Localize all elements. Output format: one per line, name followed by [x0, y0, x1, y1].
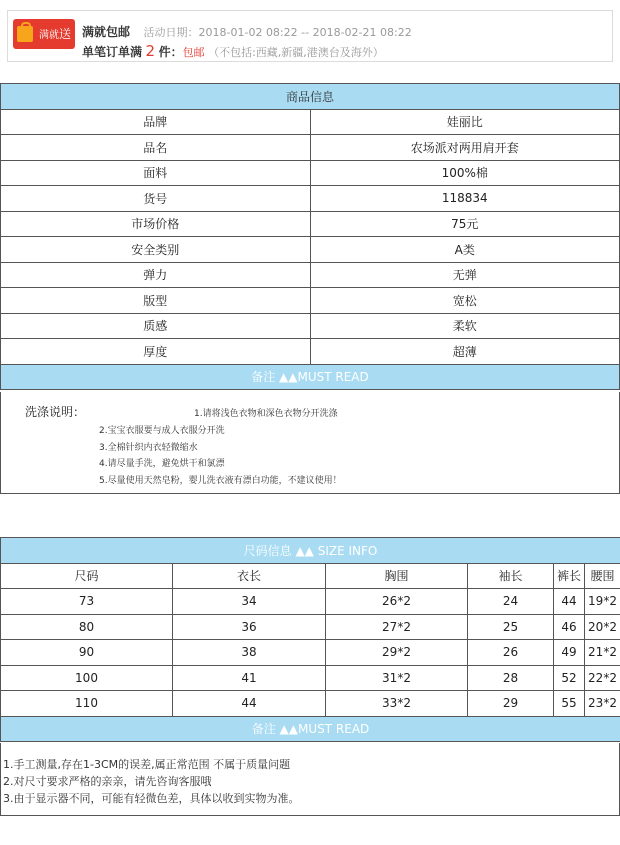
size-column-header: 尺码: [1, 563, 173, 589]
washing-line: 4.请尽量手洗，避免烘干和氯漂: [99, 459, 225, 469]
product-info-value: 农场派对两用肩开套: [310, 135, 620, 161]
size-cell: 73: [1, 589, 173, 615]
product-info-value: 100%棉: [310, 160, 620, 186]
product-info-row: [1, 160, 620, 186]
size-columns-row: [1, 563, 620, 589]
promo-tag: [13, 19, 75, 49]
size-row: [1, 589, 620, 615]
washing-line: 2.宝宝衣服要与成人衣服分开洗: [99, 426, 225, 436]
size-column-header: 袖长: [468, 563, 554, 589]
product-info-row: [1, 262, 620, 288]
promo-line-1: [82, 23, 412, 40]
size-cell: 26*2: [326, 589, 468, 615]
size-column-header: 胸围: [326, 563, 468, 589]
size-notes-box: [0, 743, 620, 816]
product-info-row: [1, 109, 620, 135]
size-note-line: 1.手工测量,存在1-3CM的误差,属正常范围 不属于质量问题: [3, 758, 291, 771]
promo-rule-prefix: 单笔订单满: [82, 45, 143, 59]
promo-rule-suffix: 件：: [158, 45, 183, 59]
size-column-header: 衣长: [173, 563, 326, 589]
product-info-table: [0, 83, 620, 390]
product-info-label: 面料: [1, 160, 311, 186]
product-info-label: 质感: [1, 313, 311, 339]
size-column-header: 裤长: [554, 563, 585, 589]
washing-label: 洗涤说明：: [25, 405, 86, 419]
product-info-label: 版型: [1, 288, 311, 314]
size-cell: 44: [173, 691, 326, 717]
size-cell: 29*2: [326, 640, 468, 666]
size-cell: 44: [554, 589, 585, 615]
size-info-header: 尺码信息 ▲▲ SIZE INFO: [1, 538, 620, 564]
product-remark-header: 备注 ▲▲MUST READ: [1, 364, 620, 390]
product-info-row: [1, 186, 620, 212]
product-info-value: 娃丽比: [310, 109, 620, 135]
size-cell: 26: [468, 640, 554, 666]
promo-exclusions: （不包括:西藏,新疆,港澳台及海外）: [208, 46, 384, 59]
size-cell: 28: [468, 665, 554, 691]
size-cell: 38: [173, 640, 326, 666]
size-cell: 22*2: [585, 665, 620, 691]
promo-banner: [7, 10, 613, 62]
product-info-value: A类: [310, 237, 620, 263]
product-info-label: 品名: [1, 135, 311, 161]
size-cell: 20*2: [585, 614, 620, 640]
size-row: [1, 640, 620, 666]
washing-line: 1.请将浅色衣物和深色衣物分开洗涤: [194, 409, 338, 419]
washing-line: 5.尽量使用天然皂粉，婴儿洗衣液有漂白功能，不建议使用！: [99, 476, 342, 486]
promo-shipping: 包邮: [182, 46, 205, 59]
product-info-value: 宽松: [310, 288, 620, 314]
size-cell: 41: [173, 665, 326, 691]
product-info-value: 118834: [310, 186, 620, 212]
size-column-header: 腰围: [585, 563, 620, 589]
product-info-value: 柔软: [310, 313, 620, 339]
size-info-table: [0, 537, 620, 742]
washing-line: 3.全棉针织内衣轻微缩水: [99, 443, 198, 453]
product-info-value: 超薄: [310, 339, 620, 365]
shopping-bag-icon: [17, 26, 33, 42]
size-cell: 36: [173, 614, 326, 640]
size-cell: 110: [1, 691, 173, 717]
product-info-label: 安全类别: [1, 237, 311, 263]
promo-tag-main: 送: [58, 27, 71, 41]
product-info-label: 厚度: [1, 339, 311, 365]
product-info-row: [1, 237, 620, 263]
promo-line-2: [82, 42, 384, 60]
size-cell: 33*2: [326, 691, 468, 717]
size-remark-header: 备注 ▲▲MUST READ: [1, 716, 620, 742]
size-cell: 100: [1, 665, 173, 691]
product-info-header: 商品信息: [1, 84, 620, 110]
product-info-row: [1, 339, 620, 365]
size-cell: 25: [468, 614, 554, 640]
promo-title: 满就包邮: [82, 25, 131, 39]
product-info-value: 75元: [310, 211, 620, 237]
size-cell: 46: [554, 614, 585, 640]
size-row: [1, 665, 620, 691]
size-cell: 19*2: [585, 589, 620, 615]
washing-notes-box: [0, 392, 620, 494]
promo-period: 活动日期：2018-01-02 08:22 -- 2018-02-21 08:22: [143, 26, 412, 39]
size-cell: 80: [1, 614, 173, 640]
product-info-label: 市场价格: [1, 211, 311, 237]
promo-rule-count: 2: [145, 42, 156, 60]
promo-tag-prefix: 满就: [38, 30, 59, 41]
size-cell: 49: [554, 640, 585, 666]
size-cell: 90: [1, 640, 173, 666]
product-info-label: 品牌: [1, 109, 311, 135]
product-info-row: [1, 313, 620, 339]
size-row: [1, 691, 620, 717]
size-cell: 21*2: [585, 640, 620, 666]
size-cell: 31*2: [326, 665, 468, 691]
product-info-row: [1, 211, 620, 237]
size-cell: 34: [173, 589, 326, 615]
product-info-label: 弹力: [1, 262, 311, 288]
size-cell: 23*2: [585, 691, 620, 717]
size-row: [1, 614, 620, 640]
size-cell: 55: [554, 691, 585, 717]
size-cell: 29: [468, 691, 554, 717]
product-info-row: [1, 135, 620, 161]
product-info-value: 无弹: [310, 262, 620, 288]
size-note-line: 3.由于显示器不同，可能有轻微色差，具体以收到实物为准。: [3, 792, 300, 805]
size-cell: 52: [554, 665, 585, 691]
product-info-label: 货号: [1, 186, 311, 212]
size-note-line: 2.对尺寸要求严格的亲亲，请先咨询客服哦: [3, 775, 212, 788]
size-cell: 24: [468, 589, 554, 615]
size-cell: 27*2: [326, 614, 468, 640]
product-info-row: [1, 288, 620, 314]
